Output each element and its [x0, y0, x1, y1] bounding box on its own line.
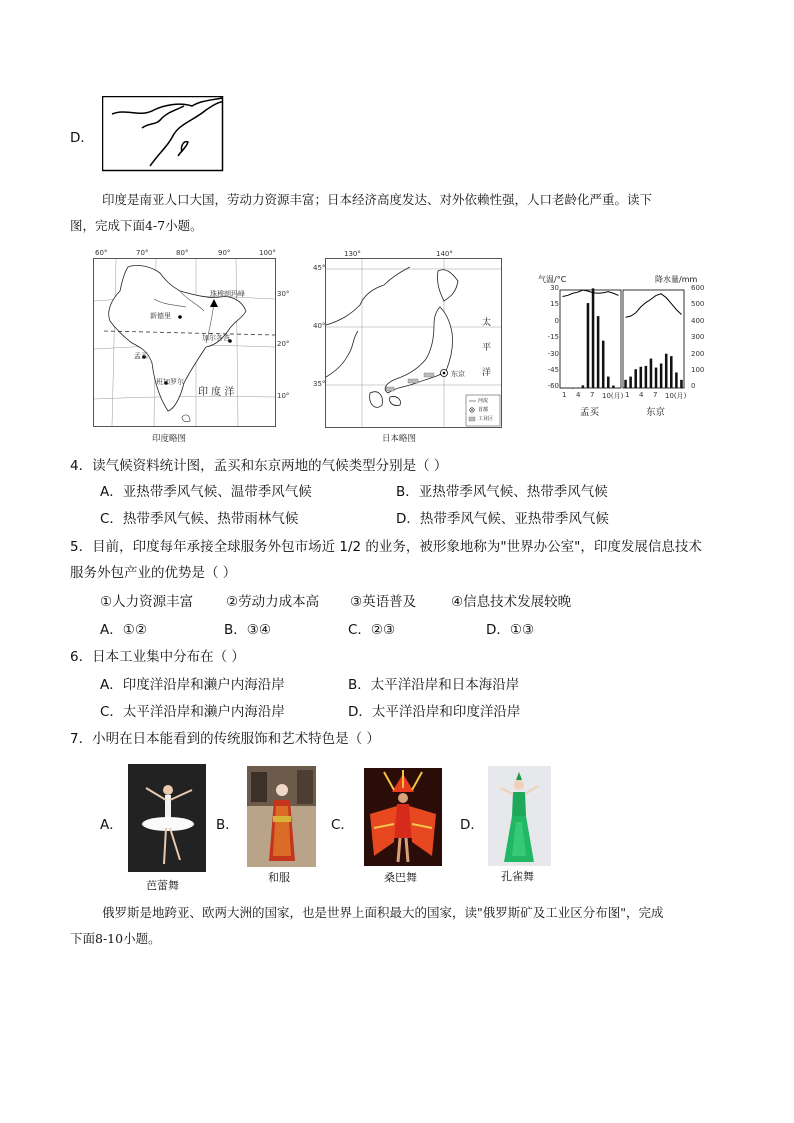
kimono-caption: 和服	[268, 871, 290, 884]
precip-bar	[650, 359, 653, 388]
place-kolkata: 加尔各答	[202, 334, 230, 342]
precip-bar	[602, 341, 605, 388]
ocean-char-3: 洋	[482, 368, 492, 378]
q4-option-a[interactable]: A．亚热带季风气候、温带季风气候	[100, 484, 312, 500]
temp-axis-title: 气温/°C	[538, 275, 567, 284]
q5-item-4: ④信息技术发展较晚	[451, 594, 572, 610]
place-everest: 珠穆朗玛峰	[210, 290, 245, 298]
q7-stem: 7．小明在日本能看到的传统服饰和艺术特色是（ ）	[70, 731, 380, 747]
q6-stem: 6．日本工业集中分布在（ ）	[70, 649, 245, 665]
intro-1-line1: 印度是南亚人口大国，劳动力资源丰富；日本经济高度发达、对外依赖性强，人口老龄化严重。读下	[102, 192, 653, 207]
precip-tick: 500	[691, 300, 705, 308]
place-indian-ocean: 印 度 洋	[198, 387, 235, 398]
legend-industrial: 工业区	[478, 416, 494, 422]
samba-photo[interactable]	[364, 768, 442, 866]
legend-river: 河流	[478, 398, 489, 404]
plot-frame	[560, 290, 621, 388]
q4-option-b[interactable]: B．亚热带季风气候、热带季风气候	[396, 484, 608, 500]
q4-option-c[interactable]: C．热带季风气候、热带雨林气候	[100, 511, 299, 527]
precip-tick: 300	[691, 333, 705, 341]
precip-bar	[634, 369, 637, 388]
precip-bar	[607, 377, 610, 388]
precip-bar	[587, 303, 590, 388]
q5-item-1: ①人力资源丰富	[100, 594, 194, 610]
india-lon-60: 60°	[95, 249, 108, 257]
precip-bar	[680, 380, 683, 388]
precip-bar	[624, 380, 627, 388]
q6-option-d[interactable]: D．太平洋沿岸和印度洋沿岸	[348, 704, 521, 720]
temp-tick: -60	[547, 382, 559, 390]
precip-bar	[561, 388, 564, 389]
option-d-label: D．	[70, 130, 94, 146]
india-map-caption: 印度略图	[152, 434, 187, 444]
month-tick: 1	[562, 391, 567, 399]
india-lon-70: 70°	[136, 249, 149, 257]
intro-2-line1: 俄罗斯是地跨亚、欧两大洲的国家，也是世界上面积最大的国家，读"俄罗斯矿及工业区分布图"，完成	[102, 905, 664, 920]
india-lat-10: 10°	[277, 392, 290, 400]
q5-item-2: ②劳动力成本高	[226, 594, 320, 610]
temperature-line	[626, 294, 682, 317]
q7-option-d-label[interactable]: D．	[460, 817, 484, 833]
precip-tick: 400	[691, 317, 705, 325]
intro-2-line2: 下面8-10小题。	[70, 931, 161, 946]
precip-bar	[582, 385, 585, 388]
precip-bar	[592, 288, 595, 388]
climate-chart	[536, 270, 716, 420]
precip-axis-title: 降水量/mm	[655, 275, 698, 284]
q4-stem: 4．读气候资料统计图，孟买和东京两地的气候类型分别是（ ）	[70, 458, 448, 474]
japan-lat-40: 40°	[313, 322, 326, 330]
q5-stem-line2: 服务外包产业的优势是（ ）	[70, 565, 237, 581]
month-tick: 4	[576, 391, 581, 399]
precip-bar	[612, 386, 615, 388]
precip-bar	[571, 388, 574, 389]
india-lon-100: 100°	[259, 249, 276, 257]
q5-item-3: ③英语普及	[350, 594, 417, 610]
japan-lon-130: 130°	[344, 250, 361, 258]
precip-tick: 200	[691, 350, 705, 358]
place-mumbai: 孟买	[134, 352, 148, 360]
india-lon-80: 80°	[176, 249, 189, 257]
precip-bar	[665, 354, 668, 388]
q5-option-c[interactable]: C．②③	[348, 622, 396, 638]
month-tick: 7	[653, 391, 658, 399]
japan-map-caption: 日本略图	[382, 434, 417, 444]
q6-option-b[interactable]: B．太平洋沿岸和日本海沿岸	[348, 677, 520, 693]
temp-tick: 15	[550, 300, 559, 308]
precip-bar	[566, 388, 569, 389]
month-tick: 1	[625, 391, 630, 399]
intro-1-line2: 图，完成下面4-7小题。	[70, 218, 203, 233]
temp-tick: -30	[547, 350, 559, 358]
precip-tick: 600	[691, 284, 705, 292]
precip-bar	[629, 377, 632, 388]
peacock-dance-photo[interactable]	[488, 766, 551, 866]
month-tick: 4	[639, 391, 644, 399]
precip-bar	[670, 356, 673, 388]
q5-option-b[interactable]: B．③④	[224, 622, 271, 638]
q7-option-a-label[interactable]: A．	[100, 817, 123, 833]
month-tick: 10(月)	[602, 392, 624, 400]
label-mumbai: 孟买	[580, 407, 600, 418]
ocean-char-1: 太	[482, 318, 492, 328]
place-new-delhi: 新德里	[150, 312, 171, 320]
india-lat-30: 30°	[277, 290, 290, 298]
q5-stem-line1: 5．目前，印度每年承接全球服务外包市场近 1/2 的业务，被形象地称为"世界办公室"，印度发展信息技术	[70, 539, 702, 555]
place-tokyo: 东京	[451, 370, 465, 378]
japan-lon-140: 140°	[436, 250, 453, 258]
q6-option-a[interactable]: A．印度洋沿岸和濑户内海沿岸	[100, 677, 285, 693]
ballet-photo[interactable]	[128, 764, 206, 872]
japan-map	[325, 258, 502, 428]
ballet-caption: 芭蕾舞	[146, 879, 179, 892]
q7-option-c-label[interactable]: C．	[331, 817, 354, 833]
india-lat-20: 20°	[277, 340, 290, 348]
kimono-photo[interactable]	[247, 766, 316, 867]
option-d-map	[102, 96, 224, 172]
japan-lat-35: 35°	[313, 380, 326, 388]
precip-tick: 100	[691, 366, 705, 374]
label-tokyo: 东京	[646, 407, 666, 418]
precip-bar	[655, 368, 658, 388]
temp-tick: -15	[547, 333, 559, 341]
precip-bar	[617, 388, 620, 389]
precip-bar	[645, 366, 648, 388]
peacock-dance-caption: 孔雀舞	[501, 870, 534, 883]
samba-caption: 桑巴舞	[384, 871, 417, 884]
month-tick: 10(月)	[665, 392, 687, 400]
precip-bar	[597, 316, 600, 388]
q4-option-d[interactable]: D．热带季风气候、亚热带季风气候	[396, 511, 609, 527]
precip-bar	[577, 388, 580, 389]
precip-bar	[640, 367, 643, 388]
precip-bar	[675, 372, 678, 388]
legend-capital: 首都	[478, 407, 489, 413]
precip-tick: 0	[691, 382, 696, 390]
ocean-char-2: 平	[482, 343, 492, 353]
month-tick: 7	[590, 391, 595, 399]
temp-tick: 30	[550, 284, 559, 292]
japan-lat-45: 45°	[313, 264, 326, 272]
plot-frame	[623, 290, 684, 388]
q6-option-c[interactable]: C．太平洋沿岸和濑户内海沿岸	[100, 704, 285, 720]
temp-tick: -45	[547, 366, 559, 374]
q5-option-a[interactable]: A．①②	[100, 622, 147, 638]
temp-tick: 0	[554, 317, 559, 325]
place-bangalore: 班加罗尔	[156, 378, 184, 386]
india-map	[93, 258, 276, 427]
india-lon-90: 90°	[218, 249, 231, 257]
q5-option-d[interactable]: D．①③	[486, 622, 535, 638]
precip-bar	[660, 364, 663, 389]
temperature-line	[563, 290, 619, 297]
q7-option-b-label[interactable]: B．	[216, 817, 239, 833]
